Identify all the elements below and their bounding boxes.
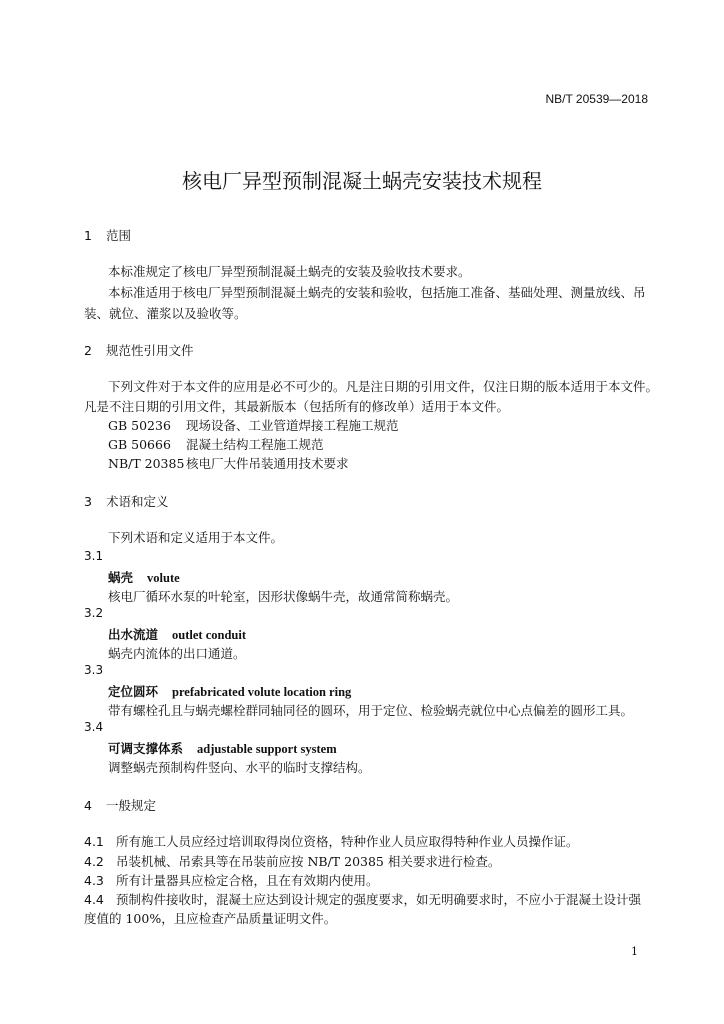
section-title: 一般规定 (106, 798, 157, 813)
reference-title: 混凝土结构工程施工规范 (186, 437, 324, 452)
section-title: 规范性引用文件 (106, 343, 194, 358)
term-chinese: 蜗壳 (108, 570, 134, 585)
term-chinese: 可调支撑体系 (108, 741, 184, 756)
term-definition: 带有螺栓孔且与蜗壳螺栓群同轴同径的圆环，用于定位、检验蜗壳就位中心点偏差的圆形工具。 (108, 703, 634, 718)
paragraph-continuation: 凡是不注日期的引用文件，其最新版本（包括所有的修改单）适用于本文件。 (84, 399, 510, 414)
term-definition: 核电厂循环水泵的叶轮室，因形状像蜗牛壳，故通常简称蜗壳。 (108, 589, 459, 604)
clause (84, 890, 641, 908)
term-chinese: 出水流道 (108, 627, 159, 642)
clause-continuation: 度值的 100%，且应检查产品质量证明文件。 (84, 911, 337, 926)
term-english: prefabricated volute location ring (172, 685, 352, 699)
document-title: 核电厂异型预制混凝土蜗壳安装技术规程 (182, 169, 542, 193)
clause-text: 所有施工人员应经过培训取得岗位资格，特种作业人员应取得特种作业人员操作证。 (116, 834, 579, 849)
section-number: 2 (84, 343, 92, 358)
section-number: 4 (84, 798, 92, 813)
term-number: 3.2 (84, 606, 104, 620)
term-english: outlet conduit (172, 628, 246, 642)
reference-code: NB/T 20385 (108, 456, 185, 471)
clause-text: 所有计量器具应检定合格，且在有效期内使用。 (116, 873, 379, 888)
section-number: 1 (84, 228, 92, 243)
section-4-heading (84, 796, 156, 814)
clause-number: 4.2 (84, 854, 104, 869)
clause-number: 4.3 (84, 873, 104, 888)
reference-title: 核电厂大件吊装通用技术要求 (186, 456, 349, 471)
term-number: 3.3 (84, 663, 104, 677)
standard-code: NB/T 20539—2018 (545, 92, 648, 106)
term-title (108, 568, 180, 586)
term-definition: 调整蜗壳预制构件竖向、水平的临时支撑结构。 (108, 760, 371, 775)
paragraph-continuation: 装、就位、灌浆以及验收等。 (84, 306, 247, 321)
reference-item (108, 454, 349, 472)
paragraph: 本标准规定了核电厂异型预制混凝土蜗壳的安装及验收技术要求。 (108, 264, 471, 279)
reference-code: GB 50236 (108, 418, 171, 433)
term-english: adjustable support system (197, 742, 337, 756)
paragraph: 本标准适用于核电厂异型预制混凝土蜗壳的安装和验收，包括施工准备、基础处理、测量放线、吊 (108, 285, 646, 300)
page-number: 1 (631, 945, 638, 958)
clause (84, 832, 579, 850)
section-number: 3 (84, 494, 92, 509)
section-1-heading (84, 226, 131, 244)
term-title (108, 739, 337, 757)
clause-text: 预制构件接收时，混凝土应达到设计规定的强度要求，如无明确要求时，不应小于混凝土设计强 (116, 892, 642, 907)
term-definition: 蜗壳内流体的出口通道。 (108, 646, 246, 661)
section-3-heading (84, 492, 169, 510)
reference-code: GB 50666 (108, 437, 171, 452)
paragraph: 下列文件对于本文件的应用是必不可少的。凡是注日期的引用文件，仅注日期的版本适用于本文件。 (108, 379, 659, 394)
section-title: 范围 (106, 228, 132, 243)
term-english: volute (147, 571, 180, 585)
clause-number: 4.4 (84, 892, 104, 907)
term-title (108, 682, 351, 700)
term-title (108, 625, 246, 643)
paragraph: 下列术语和定义适用于本文件。 (108, 530, 284, 545)
clause (84, 852, 500, 870)
section-2-heading (84, 341, 194, 359)
term-number: 3.4 (84, 720, 104, 734)
reference-item (108, 435, 324, 453)
clause-text: 吊装机械、吊索具等在吊装前应按 NB/T 20385 相关要求进行检查。 (116, 854, 501, 869)
term-chinese: 定位圆环 (108, 684, 159, 699)
section-title: 术语和定义 (106, 494, 169, 509)
clause (84, 871, 379, 889)
reference-item (108, 416, 399, 434)
clause-number: 4.1 (84, 834, 104, 849)
term-number: 3.1 (84, 549, 104, 563)
reference-title: 现场设备、工业管道焊接工程施工规范 (186, 418, 399, 433)
